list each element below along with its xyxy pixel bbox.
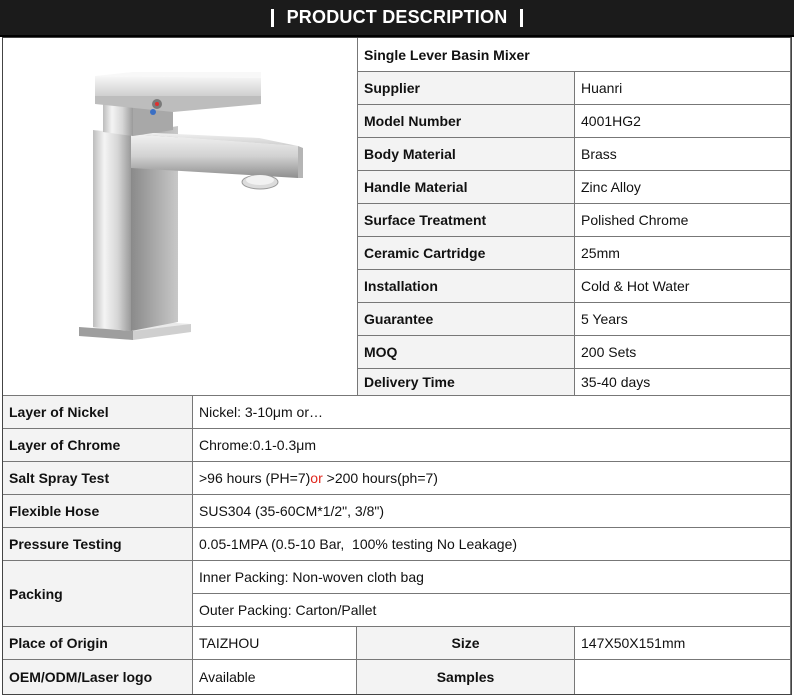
section-header <box>0 0 794 37</box>
product-name: Single Lever Basin Mixer <box>358 38 791 72</box>
divider-bar-right <box>520 9 523 27</box>
detail-label-chrome: Layer of Chrome <box>3 429 193 462</box>
spec-value-supplier: Huanri <box>575 72 791 105</box>
detail-label-size: Size <box>357 627 575 660</box>
detail-label-hose: Flexible Hose <box>3 495 193 528</box>
spec-value-cartridge: 25mm <box>575 237 791 270</box>
detail-label-nickel: Layer of Nickel <box>3 396 193 429</box>
detail-value-salt-spray <box>193 462 791 495</box>
product-image-cell <box>3 38 358 396</box>
spec-label-moq: MOQ <box>358 336 575 369</box>
detail-label-pressure: Pressure Testing <box>3 528 193 561</box>
basin-mixer-image <box>3 38 358 396</box>
detail-value-inner-packing: Inner Packing: Non-woven cloth bag <box>193 561 791 594</box>
detail-label-oem: OEM/ODM/Laser logo <box>3 660 193 694</box>
spec-value-moq: 200 Sets <box>575 336 791 369</box>
detail-value-size: 147X50X151mm <box>575 627 791 660</box>
detail-label-samples: Samples <box>357 660 575 694</box>
spec-label-guarantee: Guarantee <box>358 303 575 336</box>
detail-value-hose: SUS304 (35-60CM*1/2", 3/8") <box>193 495 791 528</box>
spec-label-surface: Surface Treatment <box>358 204 575 237</box>
detail-value-pressure: 0.05-1MPA (0.5-10 Bar, 100% testing No Leakage) <box>193 528 791 561</box>
salt-spray-or: or <box>310 470 323 486</box>
spec-value-delivery: 35-40 days <box>575 369 791 396</box>
spec-value-guarantee: 5 Years <box>575 303 791 336</box>
detail-value-origin: TAIZHOU <box>193 627 357 660</box>
spec-label-delivery: Delivery Time <box>358 369 575 396</box>
spec-label-cartridge: Ceramic Cartridge <box>358 237 575 270</box>
spec-value-handle: Zinc Alloy <box>575 171 791 204</box>
detail-value-chrome: Chrome:0.1-0.3μm <box>193 429 791 462</box>
detail-label-salt-spray: Salt Spray Test <box>3 462 193 495</box>
spec-label-model: Model Number <box>358 105 575 138</box>
detail-value-nickel: Nickel: 3-10μm or… <box>193 396 791 429</box>
spec-label-handle: Handle Material <box>358 171 575 204</box>
spec-value-installation: Cold & Hot Water <box>575 270 791 303</box>
spec-value-surface: Polished Chrome <box>575 204 791 237</box>
detail-label-origin: Place of Origin <box>3 627 193 660</box>
spec-label-installation: Installation <box>358 270 575 303</box>
salt-spray-value-a: >96 hours (PH=7) <box>199 470 311 486</box>
detail-value-oem: Available <box>193 660 357 694</box>
salt-spray-value-b: >200 hours(ph=7) <box>322 470 438 486</box>
detail-value-outer-packing: Outer Packing: Carton/Pallet <box>193 594 791 627</box>
divider-bar-left <box>271 9 274 27</box>
spec-table <box>2 37 792 695</box>
spec-value-body: Brass <box>575 138 791 171</box>
spec-value-model: 4001HG2 <box>575 105 791 138</box>
spec-label-body: Body Material <box>358 138 575 171</box>
detail-label-packing: Packing <box>3 561 193 627</box>
detail-value-samples <box>575 660 791 694</box>
section-title: PRODUCT DESCRIPTION <box>286 7 508 27</box>
spec-label-supplier: Supplier <box>358 72 575 105</box>
